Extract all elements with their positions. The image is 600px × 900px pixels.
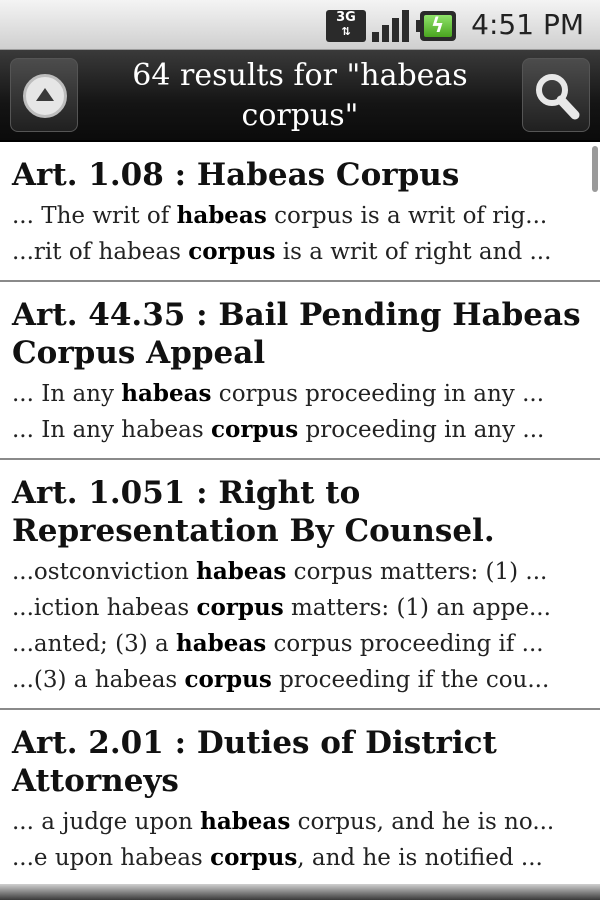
search-button[interactable] — [522, 58, 590, 132]
results-title: 64 results for "habeas corpus" — [132, 58, 468, 133]
up-button[interactable] — [10, 58, 78, 132]
result-item[interactable] — [0, 142, 600, 282]
data-arrows-icon: ⇅ — [341, 25, 351, 38]
result-snippet: ...e upon habeas corpus, and he is notified ... — [12, 844, 543, 871]
result-snippet: ...ostconviction habeas corpus matters: (1) ... — [12, 558, 548, 585]
scrollbar-thumb[interactable] — [592, 146, 598, 192]
result-title: Art. 44.35 : Bail Pending Habeas Corpus Appeal — [12, 297, 581, 371]
status-bar — [0, 0, 600, 50]
result-snippet: ... In any habeas corpus proceeding in any ... — [12, 416, 545, 443]
result-title: Art. 2.01 : Duties of District Attorneys — [12, 725, 497, 799]
result-snippet: ...anted; (3) a habeas corpus proceeding if ... — [12, 630, 544, 657]
magnifier-icon — [533, 71, 581, 121]
title-bar — [0, 50, 600, 142]
result-snippet: ... a judge upon habeas corpus, and he is no... — [12, 808, 555, 835]
signal-strength-icon — [372, 10, 412, 42]
clock: 4:51 PM — [471, 8, 584, 41]
3g-data-icon — [326, 10, 366, 42]
result-item[interactable] — [0, 710, 600, 884]
network-type: 3G — [336, 10, 356, 25]
result-title: Art. 1.051 : Right to Representation By Counsel. — [12, 475, 495, 549]
result-item[interactable] — [0, 282, 600, 460]
results-list[interactable] — [0, 142, 600, 884]
up-arrow-circle-icon — [23, 74, 67, 118]
result-snippet: ... The writ of habeas corpus is a writ of rig... — [12, 202, 548, 229]
result-title: Art. 1.08 : Habeas Corpus — [12, 157, 460, 193]
result-snippet: ... In any habeas corpus proceeding in any ... — [12, 380, 545, 407]
result-item[interactable] — [0, 460, 600, 710]
result-snippet: ...iction habeas corpus matters: (1) an appe... — [12, 594, 551, 621]
bottom-shadow — [0, 884, 600, 900]
battery-charging-icon: ϟ — [420, 11, 456, 41]
result-snippet: ...rit of habeas corpus is a writ of right and ... — [12, 238, 552, 265]
result-snippet: ...(3) a habeas corpus proceeding if the cou... — [12, 666, 550, 693]
